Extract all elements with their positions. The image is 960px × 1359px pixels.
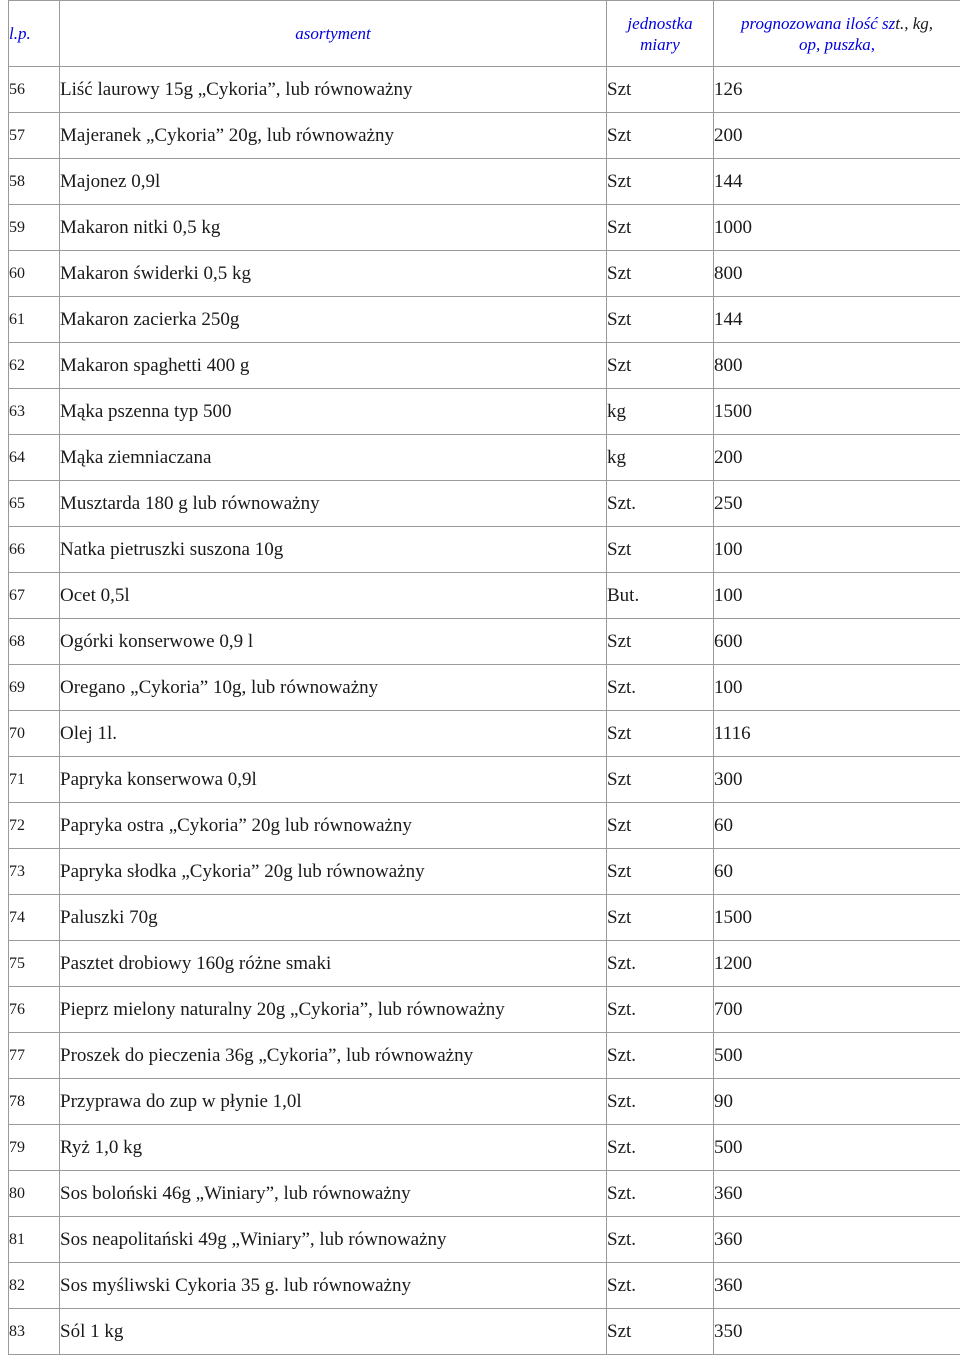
row-quantity: 100: [714, 527, 960, 573]
row-quantity: 1200: [714, 941, 960, 987]
row-quantity: 300: [714, 757, 960, 803]
row-product-name: Mąka ziemniaczana: [60, 435, 607, 481]
table-row: [9, 665, 960, 711]
row-number: 67: [9, 573, 60, 619]
table-row: [9, 251, 960, 297]
row-quantity: 60: [714, 849, 960, 895]
row-unit: Szt.: [607, 1033, 714, 1079]
row-product-name: Liść laurowy 15g „Cykoria”, lub równoważny: [60, 67, 607, 113]
row-number: 78: [9, 1079, 60, 1125]
table-row: [9, 205, 960, 251]
row-unit: Szt: [607, 803, 714, 849]
row-product-name: Paluszki 70g: [60, 895, 607, 941]
table-row: [9, 757, 960, 803]
row-quantity: 1500: [714, 389, 960, 435]
row-number: 68: [9, 619, 60, 665]
row-unit: Szt.: [607, 1171, 714, 1217]
header-quantity-line1-tail: t., kg,: [895, 13, 934, 33]
row-quantity: 60: [714, 803, 960, 849]
row-product-name: Olej 1l.: [60, 711, 607, 757]
row-unit: Szt: [607, 205, 714, 251]
row-quantity: 600: [714, 619, 960, 665]
row-number: 71: [9, 757, 60, 803]
row-quantity: 144: [714, 159, 960, 205]
table-row: [9, 527, 960, 573]
table-row: [9, 1263, 960, 1309]
row-number: 83: [9, 1309, 60, 1355]
header-lp-label: l.p.: [9, 24, 31, 43]
row-product-name: Sól 1 kg: [60, 1309, 607, 1355]
table-row: [9, 987, 960, 1033]
row-number: 65: [9, 481, 60, 527]
table-row: [9, 297, 960, 343]
row-unit: Szt: [607, 619, 714, 665]
table-row: [9, 1033, 960, 1079]
row-number: 70: [9, 711, 60, 757]
row-quantity: 200: [714, 435, 960, 481]
header-lp: [9, 1, 60, 67]
header-quantity-line2: op, puszka,: [798, 34, 876, 54]
table-row: [9, 481, 960, 527]
row-quantity: 126: [714, 67, 960, 113]
row-unit: Szt: [607, 895, 714, 941]
table-row: [9, 803, 960, 849]
table-row: [9, 619, 960, 665]
table-row: [9, 389, 960, 435]
row-unit: Szt: [607, 251, 714, 297]
row-unit: Szt: [607, 113, 714, 159]
row-quantity: 800: [714, 251, 960, 297]
row-number: 72: [9, 803, 60, 849]
table-row: [9, 895, 960, 941]
row-number: 75: [9, 941, 60, 987]
table-row: [9, 1217, 960, 1263]
row-unit: Szt.: [607, 1125, 714, 1171]
row-quantity: 100: [714, 665, 960, 711]
row-quantity: 144: [714, 297, 960, 343]
table-row: [9, 573, 960, 619]
row-product-name: Ryż 1,0 kg: [60, 1125, 607, 1171]
row-unit: Szt: [607, 849, 714, 895]
row-unit: Szt.: [607, 1263, 714, 1309]
row-product-name: Sos neapolitański 49g „Winiary”, lub równoważny: [60, 1217, 607, 1263]
row-product-name: Majeranek „Cykoria” 20g, lub równoważny: [60, 113, 607, 159]
row-product-name: Papryka słodka „Cykoria” 20g lub równoważny: [60, 849, 607, 895]
row-unit: Szt.: [607, 1079, 714, 1125]
row-unit: kg: [607, 435, 714, 481]
table-row: [9, 711, 960, 757]
table-row: [9, 435, 960, 481]
row-quantity: 250: [714, 481, 960, 527]
table-row: [9, 159, 960, 205]
row-product-name: Proszek do pieczenia 36g „Cykoria”, lub równoważny: [60, 1033, 607, 1079]
row-quantity: 1116: [714, 711, 960, 757]
row-product-name: Oregano „Cykoria” 10g, lub równoważny: [60, 665, 607, 711]
row-quantity: 90: [714, 1079, 960, 1125]
row-number: 66: [9, 527, 60, 573]
row-product-name: Ogórki konserwowe 0,9 l: [60, 619, 607, 665]
row-number: 73: [9, 849, 60, 895]
row-unit: Szt: [607, 159, 714, 205]
row-product-name: Sos boloński 46g „Winiary”, lub równoważny: [60, 1171, 607, 1217]
row-quantity: 500: [714, 1125, 960, 1171]
row-product-name: Mąka pszenna typ 500: [60, 389, 607, 435]
row-product-name: Majonez 0,9l: [60, 159, 607, 205]
table-row: [9, 1079, 960, 1125]
row-product-name: Papryka konserwowa 0,9l: [60, 757, 607, 803]
row-quantity: 500: [714, 1033, 960, 1079]
header-quantity-line1: prognozowana ilość sz: [740, 13, 896, 33]
row-product-name: Makaron świderki 0,5 kg: [60, 251, 607, 297]
row-quantity: 360: [714, 1217, 960, 1263]
row-product-name: Pieprz mielony naturalny 20g „Cykoria”, lub równoważny: [60, 987, 607, 1033]
row-unit: Szt: [607, 343, 714, 389]
row-unit: kg: [607, 389, 714, 435]
row-number: 77: [9, 1033, 60, 1079]
row-quantity: 1000: [714, 205, 960, 251]
row-quantity: 350: [714, 1309, 960, 1355]
table-row: [9, 343, 960, 389]
header-row: [9, 1, 960, 67]
row-number: 63: [9, 389, 60, 435]
row-number: 74: [9, 895, 60, 941]
row-quantity: 100: [714, 573, 960, 619]
row-unit: Szt.: [607, 941, 714, 987]
row-number: 81: [9, 1217, 60, 1263]
table-row: [9, 1309, 960, 1355]
row-number: 80: [9, 1171, 60, 1217]
row-unit: Szt.: [607, 1217, 714, 1263]
row-product-name: Natka pietruszki suszona 10g: [60, 527, 607, 573]
header-assortment: [60, 1, 607, 67]
row-product-name: Makaron nitki 0,5 kg: [60, 205, 607, 251]
row-product-name: Makaron spaghetti 400 g: [60, 343, 607, 389]
row-unit: Szt.: [607, 665, 714, 711]
table-row: [9, 1125, 960, 1171]
row-quantity: 700: [714, 987, 960, 1033]
row-product-name: Musztarda 180 g lub równoważny: [60, 481, 607, 527]
row-number: 62: [9, 343, 60, 389]
row-number: 57: [9, 113, 60, 159]
row-unit: Szt: [607, 757, 714, 803]
row-unit: Szt: [607, 527, 714, 573]
row-number: 69: [9, 665, 60, 711]
row-number: 64: [9, 435, 60, 481]
row-number: 82: [9, 1263, 60, 1309]
header-quantity: [714, 1, 960, 67]
table-row: [9, 941, 960, 987]
row-quantity: 360: [714, 1171, 960, 1217]
row-number: 58: [9, 159, 60, 205]
row-number: 61: [9, 297, 60, 343]
header-unit-line1: jednostka: [627, 13, 693, 33]
row-unit: But.: [607, 573, 714, 619]
header-unit: [607, 1, 714, 67]
row-number: 60: [9, 251, 60, 297]
row-product-name: Pasztet drobiowy 160g różne smaki: [60, 941, 607, 987]
row-number: 56: [9, 67, 60, 113]
header-assortment-label: asortyment: [295, 24, 371, 43]
table-row: [9, 67, 960, 113]
row-product-name: Papryka ostra „Cykoria” 20g lub równoważny: [60, 803, 607, 849]
row-unit: Szt: [607, 297, 714, 343]
row-unit: Szt: [607, 711, 714, 757]
header-unit-line2: miary: [640, 34, 680, 54]
row-unit: Szt: [607, 67, 714, 113]
row-number: 76: [9, 987, 60, 1033]
table-row: [9, 1171, 960, 1217]
row-unit: Szt.: [607, 987, 714, 1033]
row-product-name: Makaron zacierka 250g: [60, 297, 607, 343]
row-number: 59: [9, 205, 60, 251]
table-row: [9, 113, 960, 159]
row-unit: Szt.: [607, 481, 714, 527]
row-quantity: 800: [714, 343, 960, 389]
assortment-table: [8, 0, 960, 1355]
row-product-name: Sos myśliwski Cykoria 35 g. lub równoważny: [60, 1263, 607, 1309]
table-row: [9, 849, 960, 895]
row-quantity: 360: [714, 1263, 960, 1309]
row-unit: Szt: [607, 1309, 714, 1355]
row-quantity: 200: [714, 113, 960, 159]
row-quantity: 1500: [714, 895, 960, 941]
table-body: [9, 67, 960, 1355]
row-product-name: Przyprawa do zup w płynie 1,0l: [60, 1079, 607, 1125]
row-number: 79: [9, 1125, 60, 1171]
row-product-name: Ocet 0,5l: [60, 573, 607, 619]
